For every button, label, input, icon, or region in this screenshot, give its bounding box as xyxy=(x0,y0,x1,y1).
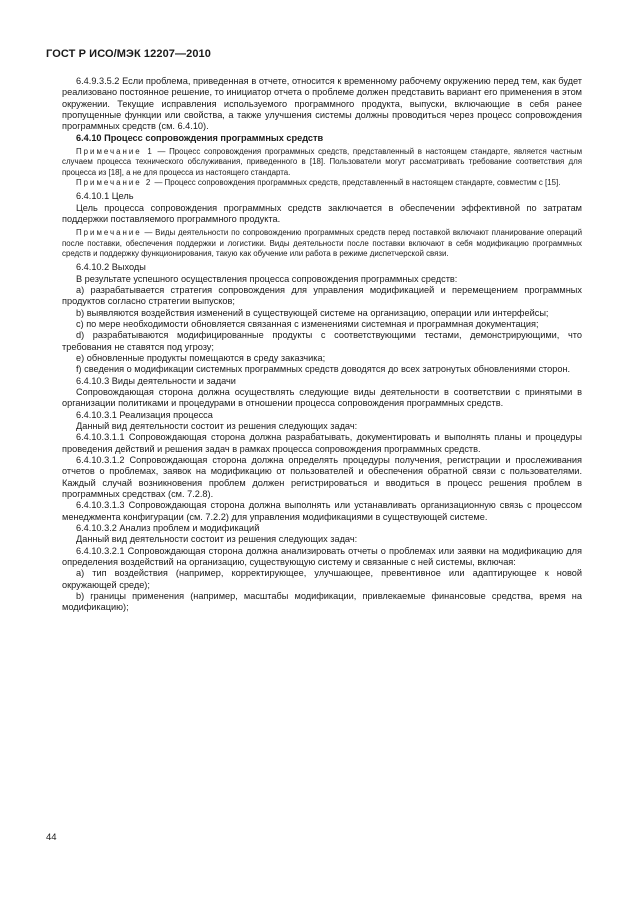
section-heading: 6.4.10 Процесс сопровождения программных средств xyxy=(76,132,324,143)
note-label: Примечание xyxy=(76,228,142,238)
subsection-heading: 6.4.10.3 Виды деятельности и задачи xyxy=(76,375,236,386)
note-label: Примечание 2 xyxy=(76,177,153,187)
paragraph: 6.4.10.3.2.1 Сопровождающая сторона должна анализировать отчеты о проблемах или заявки на модификацию для определения воздействий на организацию, существующую систему и связанные с ней системы, включая: xyxy=(62,545,582,568)
subsection-heading: 6.4.10.3.1 Реализация процесса xyxy=(76,409,213,420)
list-item: а) тип воздействия (например, корректирующее, улучшающее, превентивное или адаптирующее к новой окружающей среде); xyxy=(62,568,582,590)
page-header: ГОСТ Р ИСО/МЭК 12207—2010 xyxy=(46,48,211,60)
subsection-heading: 6.4.10.3.2 Анализ проблем и модификаций xyxy=(76,523,260,534)
paragraph: Сопровождающая сторона должна осуществлять следующие виды деятельности в соответствии с принятыми в организации политиками и процедурами в отношении процесса сопровождения программных средств. xyxy=(62,386,582,409)
list-item: а) разрабатывается стратегия сопровождения для управления модификацией и перемещением программных продуктов согласно стратегии выпусков; xyxy=(62,284,582,307)
document-body xyxy=(62,76,582,614)
paragraph: В результате успешного осуществления процесса сопровождения программных средств: xyxy=(76,273,458,284)
note-text: — Виды деятельности по сопровождению программных средств перед поставкой включают планирование операций после поставки, обеспечения поддержки и логистики. Виды деятельности после поставки включают в себя модификацию программных средств и поддержку функционирования, такую как обучение или работа в режиме диспетчерской связи. xyxy=(62,228,582,258)
list-item: b) выявляются воздействия изменений в существующей системе на организацию, операции или интерфейсы; xyxy=(76,307,549,318)
list-item: c) по мере необходимости обновляется связанная с изменениями системная и программная документация; xyxy=(76,318,539,329)
paragraph: 6.4.9.3.5.2 Если проблема, приведенная в отчете, относится к временному рабочему окружению перед тем, как будет реализовано постоянное решение, то инициатор отчета о проблеме должен представить вариант его применения в этом окружении. Текущие исправления используемого программного продукта, выпуски, включающие в себя ранее пропущенные функции или свойства, а также улучшения системы должны проводиться через процесс сопровождения программных средств (см. 6.4.10). xyxy=(62,76,582,132)
list-item: f) сведения о модификации системных программных средств доводятся до всех затронутых обновлениями сторон. xyxy=(76,364,571,375)
subsection-heading: 6.4.10.1 Цель xyxy=(76,191,134,202)
paragraph: 6.4.10.3.1.3 Сопровождающая сторона должна выполнять или устанавливать организационную связь с процессом менеджмента конфигурации (см. 7.2.2) для управления модификациями в существующей системе. xyxy=(62,500,582,522)
list-item: d) разрабатываются модифицированные продукты с соответствующими тестами, демонстрирующими, что требования не ставятся под угрозу; xyxy=(62,330,582,352)
note xyxy=(62,228,582,259)
paragraph: Цель процесса сопровождения программных средств заключается в обеспечении эффективной по затратам поддержки поставляемого программного продукта. xyxy=(62,202,582,224)
paragraph: Данный вид деятельности состоит из решения следующих задач: xyxy=(76,420,358,431)
list-item: e) обновленные продукты помещаются в среду заказчика; xyxy=(76,352,326,363)
note xyxy=(62,147,582,178)
paragraph: 6.4.10.3.1.1 Сопровождающая сторона должна разрабатывать, документировать и выполнять планы и процедуры проведения действий и решения задач в рамках процесса сопровождения программных средств. xyxy=(62,432,582,454)
note-label: Примечание 1 xyxy=(76,147,154,157)
paragraph: Данный вид деятельности состоит из решения следующих задач: xyxy=(76,534,358,545)
paragraph: 6.4.10.3.1.2 Сопровождающая сторона должна определять процедуры получения, регистрации и прослеживания отчетов о проблемах, заявок на модификацию от пользователей и обеспечения обратной связи с пользователями. Каждый случай возникновения проблем должен регистрироваться и вводиться в процесс решения проблем в программных средствах (см. 7.2.8). xyxy=(62,455,582,500)
subsection-heading: 6.4.10.2 Выходы xyxy=(76,262,146,273)
note xyxy=(62,178,582,188)
page-number: 44 xyxy=(46,832,57,843)
note-text: — Процесс сопровождения программных средств, представленный в настоящем стандарте, совместим с [15]. xyxy=(152,177,561,187)
note-text: — Процесс сопровождения программных средств, представленный в настоящем стандарте, является частным случаем процесса технического обслуживания, приведенного в [18]. Пользователи могут рассматривать требование соответствия для процесса из [18], а не для процесса из настоящего стандарта. xyxy=(62,147,582,177)
list-item: b) границы применения (например, масштабы модификации, привлекаемые финансовые средства, время на модификацию); xyxy=(62,591,582,613)
